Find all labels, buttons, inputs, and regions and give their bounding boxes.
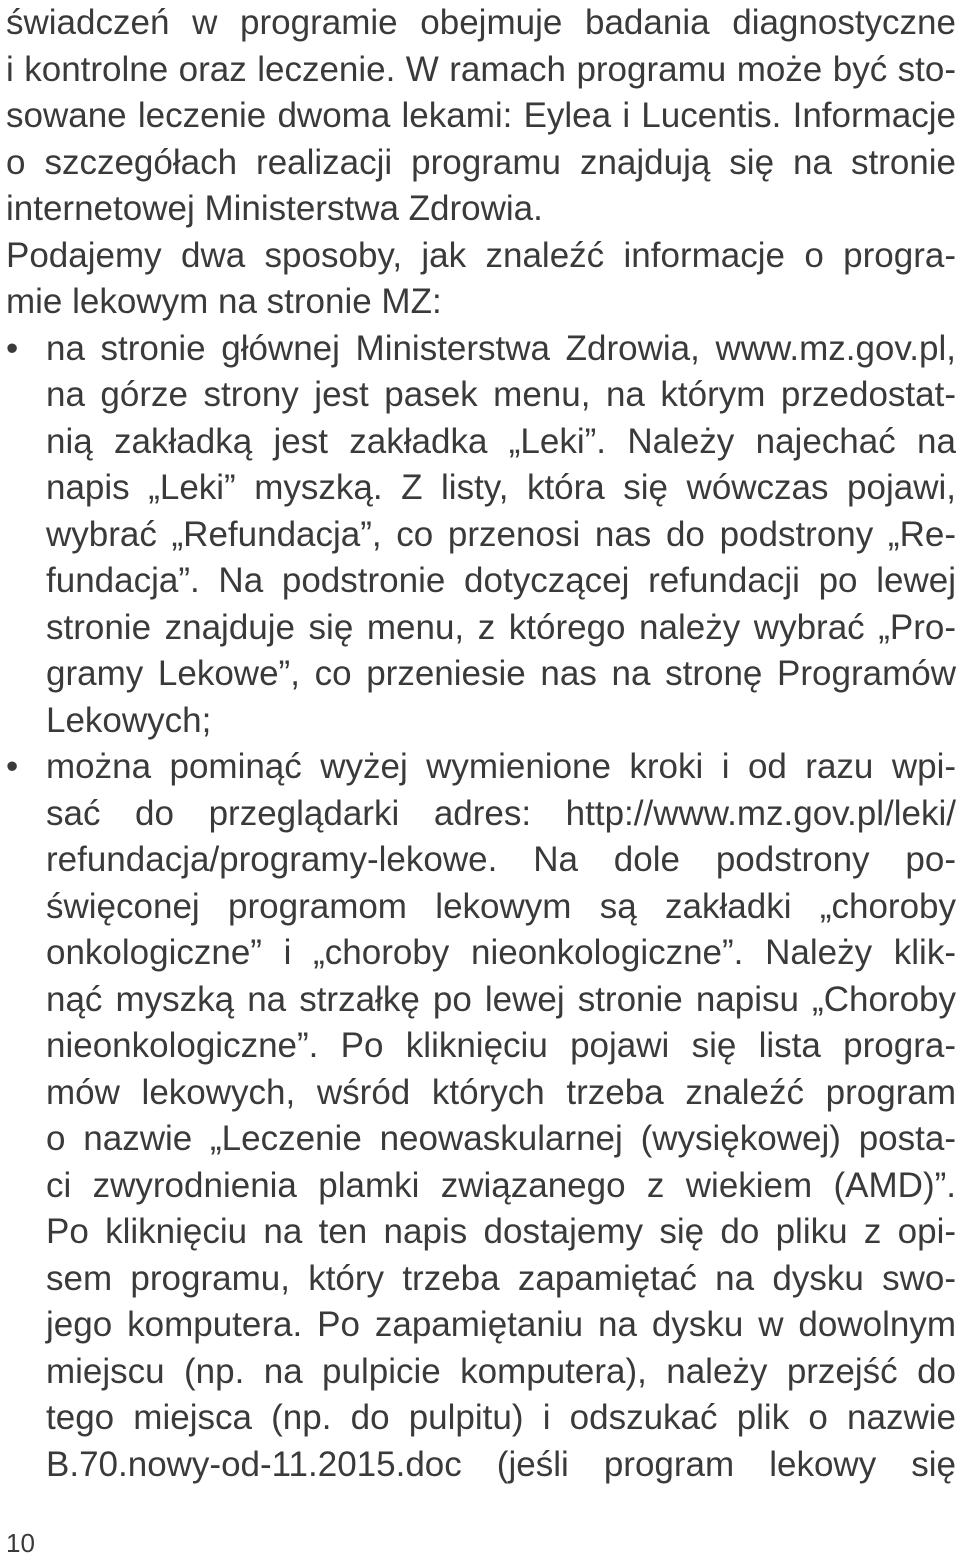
bullet-line: B.70.nowy-od-11.2015.doc (jeśli program lekowy się — [46, 1444, 956, 1484]
bullet-text: na stronie głównej Ministerstwa Zdrowia, www.mz.gov.pl, — [46, 328, 956, 368]
paragraph-line: sowane leczenie dwoma lekami: Eylea i Lucentis. Informacje — [6, 96, 956, 135]
bullet-line: sem programu, który trzeba zapamiętać na dysku swo- — [46, 1258, 956, 1298]
bullet-line: tego miejsca (np. do pulpitu) i odszukać plik o nazwie — [46, 1398, 956, 1437]
bullet-line: refundacja/programy-lekowe. Na dole podstrony po- — [46, 840, 956, 879]
bullet-line: gramy Lekowe”, co przeniesie nas na stronę Programów — [46, 654, 956, 693]
bullet-list — [6, 326, 956, 1489]
paragraph-line: mie lekowym na stronie MZ: — [6, 282, 442, 321]
bullet-line — [6, 744, 956, 791]
bullet-item — [6, 326, 956, 745]
bullet-line: święconej programom lekowym są zakładki „choroby — [46, 886, 956, 926]
bullet-line: na górze strony jest pasek menu, na którym przedostat- — [46, 375, 956, 414]
bullet-marker: • — [6, 328, 19, 368]
bullet-line: ci zwyrodnienia plamki związanego z wiekiem (AMD)”. — [46, 1165, 956, 1205]
bullet-line: napis „Leki” myszką. Z listy, która się wówczas pojawi, — [46, 468, 956, 507]
bullet-line: nąć myszką na strzałkę po lewej stronie napisu „Choroby — [46, 979, 956, 1019]
bullet-line: nią zakładką jest zakładka „Leki”. Należy najechać na — [46, 421, 956, 461]
bullet-line: stronie znajduje się menu, z którego należy wybrać „Pro- — [46, 607, 956, 647]
bullet-line: miejscu (np. na pulpicie komputera), należy przejść do — [46, 1351, 956, 1391]
bullet-item — [6, 744, 956, 1488]
bullet-line: nieonkologiczne”. Po kliknięciu pojawi się lista progra- — [46, 1026, 956, 1065]
page-number: 10 — [6, 1528, 35, 1558]
paragraph-line: internetowej Ministerstwa Zdrowia. — [6, 189, 543, 228]
bullet-line: fundacja”. Na podstronie dotyczącej refundacji po lewej — [46, 561, 956, 600]
paragraph-line: świadczeń w programie obejmuje badania diagnostyczne — [6, 3, 956, 42]
paragraph-line: i kontrolne oraz leczenie. W ramach programu może być sto- — [6, 49, 956, 89]
bullet-line: mów lekowych, wśród których trzeba znaleźć program — [46, 1072, 956, 1112]
bullet-line — [6, 326, 956, 373]
paragraph-line: Podajemy dwa sposoby, jak znaleźć informacje o progra- — [6, 235, 956, 275]
bullet-line: sać do przeglądarki adres: http://www.mz.gov.pl/leki/ — [46, 793, 956, 833]
bullet-line: wybrać „Refundacja”, co przenosi nas do podstrony „Re- — [46, 514, 956, 554]
bullet-marker: • — [6, 747, 19, 786]
bullet-line: Lekowych; — [46, 700, 212, 740]
bullet-line: onkologiczne” i „choroby nieonkologiczne”. Należy klik- — [46, 933, 956, 972]
bullet-line: Po kliknięciu na ten napis dostajemy się do pliku z opi- — [46, 1212, 956, 1251]
bullet-text: można pominąć wyżej wymienione kroki i od razu wpi- — [46, 747, 956, 786]
body-text — [6, 0, 956, 1488]
bullet-line: jego komputera. Po zapamiętaniu na dysku w dowolnym — [46, 1305, 956, 1344]
bullet-line: o nazwie „Leczenie neowaskularnej (wysiękowej) posta- — [46, 1119, 956, 1158]
paragraph-line: o szczegółach realizacji programu znajdują się na stronie — [6, 142, 956, 182]
